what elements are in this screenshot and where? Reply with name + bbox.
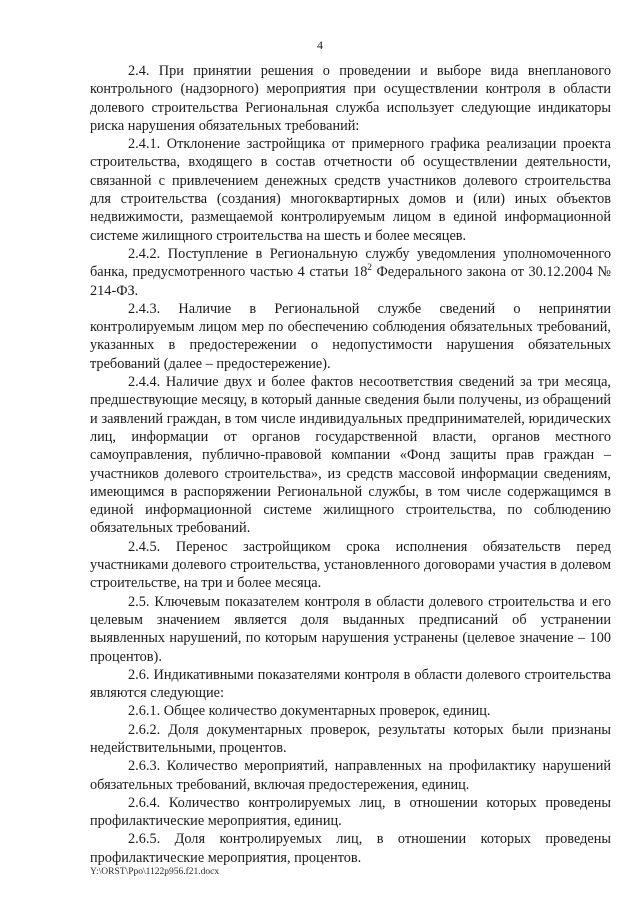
paragraph-2-4-1: 2.4.1. Отклонение застройщика от примерного графика реализации проекта строительства, входящего в состав отчетности об осуществлении деятельности, связанной с привлечением денежных средств участников долевого строительства для строительства (создания) многоквартирных домов и (или) иных объектов недвижимости, размещаемой контролируемым лицом в единой информационной системе жилищного строительства на шесть и более месяцев.: [90, 136, 611, 244]
paragraph-2-6-5: 2.6.5. Доля контролируемых лиц, в отношении которых проведены профилактические мероприятия, процентов.: [90, 831, 611, 866]
paragraph-2-4-2-tail: Федерального закона от 30.12.2004 № 214-ФЗ.: [90, 264, 611, 299]
paragraph-2-6-4: 2.6.4. Количество контролируемых лиц, в отношении которых проведены профилактические мероприятия, единиц.: [90, 794, 611, 830]
document-body: [90, 62, 611, 867]
file-path-footer: Y:\ORST\Ppo\1122p956.f21.docx: [90, 867, 220, 877]
paragraph-2-6-1: 2.6.1. Общее количество документарных проверок, единиц.: [128, 703, 491, 720]
paragraph-2-4-3: 2.4.3. Наличие в Региональной службе сведений о непринятии контролируемым лицом мер по обеспечению соблюдения обязательных требований, указанных в предостережении о недопустимости нарушения обязательных требований (далее – предостережение).: [90, 300, 611, 372]
paragraph-2-6: 2.6. Индикативными показателями контроля в области долевого строительства являются следующие:: [90, 666, 611, 702]
paragraph-2-6-3: 2.6.3. Количество мероприятий, направленных на профилактику нарушений обязательных требований, включая предостережения, единиц.: [90, 758, 611, 793]
paragraph-2-4-5: 2.4.5. Перенос застройщиком срока исполнения обязательств перед участниками долевого строительства, установленного договорами участия в долевом строительстве, на три и более месяца.: [90, 538, 611, 592]
page-number: 4: [317, 38, 323, 52]
paragraph-2-4-4: 2.4.4. Наличие двух и более фактов несоответствия сведений за три месяца, предшествующие месяцу, в который данные сведения были получены, из обращений и заявлений граждан, в том числе индивидуальных предпринимателей, юридических лиц, информации от органов государственной власти, органов местного самоуправления, публично-правовой компании «Фонд защиты прав граждан – участников долевого строительства», из средств массовой информации сведениям, имеющимся в распоряжении Региональной службы, в том числе содержащимся в единой информационной системе жилищного строительства, по соблюдению обязательных требований.: [90, 374, 611, 537]
article-superscript: 2: [367, 262, 372, 273]
paragraph-2-4-2: [90, 245, 611, 300]
paragraph-2-5: 2.5. Ключевым показателем контроля в области долевого строительства и его целевым значением является доля выданных предписаний об устранении выявленных нарушений, по которым нарушения устранены (целевое значение – 100 процентов).: [90, 593, 611, 665]
paragraph-2-4-2-text: 2.4.2. Поступление в Региональную службу уведомления уполномоченного банка, предусмотренного частью 4 статьи 18: [90, 245, 611, 281]
paragraph-2-6-2: 2.6.2. Доля документарных проверок, результаты которых были признаны недействительными, процентов.: [90, 721, 611, 756]
paragraph-2-4: 2.4. При принятии решения о проведении и выборе вида внепланового контрольного (надзорного) мероприятия при осуществлении контроля в области долевого строительства Региональная служба использует следующие индикаторы риска нарушения обязательных требований:: [90, 63, 611, 134]
